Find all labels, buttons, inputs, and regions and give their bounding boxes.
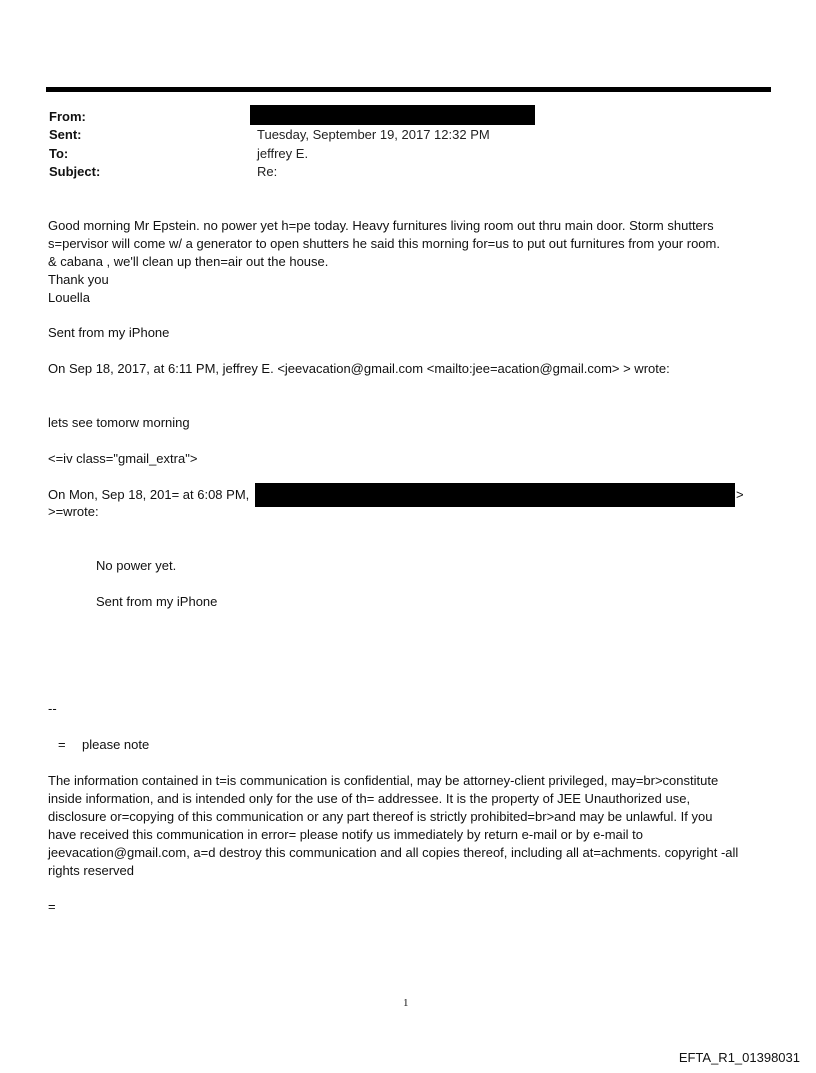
header-top-rule — [46, 87, 771, 92]
disclaimer-line: The information contained in t=is communication is confidential, may be attorney-client privileged, may=br>constitute — [48, 773, 719, 788]
message-line: Louella — [48, 290, 90, 305]
disclaimer-line: jeevacation@gmail.com, a=d destroy this communication and all copies thereof, including all at=achments. copyright -all — [48, 845, 739, 860]
quoted-signature: Sent from my iPhone — [96, 594, 218, 609]
from-label: From: — [49, 109, 86, 124]
sent-label: Sent: — [49, 127, 82, 142]
sent-value: Tuesday, September 19, 2017 12:32 PM — [257, 127, 490, 142]
disclaimer-line: rights reserved — [48, 863, 134, 878]
note-marker: = — [58, 737, 66, 752]
reply-text: lets see tomorw morning — [48, 415, 190, 430]
page-number: 1 — [403, 997, 409, 1009]
to-label: To: — [49, 146, 69, 161]
quoted-header-line2: >=wrote: — [48, 504, 99, 519]
quoted-header-suffix: > — [736, 487, 744, 502]
signature: Sent from my iPhone — [48, 325, 170, 340]
quoted-header-prefix: On Mon, Sep 18, 201= at 6:08 PM, — [48, 487, 250, 502]
disclaimer-line: disclosure or=copying of this communication or any part thereof is strictly prohibited=br>and may be unlawful. If you — [48, 809, 713, 824]
subject-value: Re: — [257, 164, 278, 179]
disclaimer-line: have received this communication in error= please notify us immediately by return e-mail or by e-mail to — [48, 827, 644, 842]
separator: -- — [48, 701, 57, 716]
subject-label: Subject: — [49, 164, 101, 179]
message-line: s=pervisor will come w/ a generator to open shutters he said this morning for=us to put out furnitures from your room. — [48, 236, 720, 251]
from-redaction — [250, 105, 535, 125]
message-line: Thank you — [48, 272, 109, 287]
to-value: jeffrey E. — [257, 146, 309, 161]
note-text: please note — [82, 737, 150, 752]
message-line: & cabana , we'll clean up then=air out the house. — [48, 254, 329, 269]
bates-number: EFTA_R1_01398031 — [678, 1050, 800, 1065]
quoted-sender-redaction — [255, 483, 735, 507]
disclaimer-line: inside information, and is intended only for the use of th= addressee. It is the property of JEE Unauthorized use, — [48, 791, 691, 806]
reply-header: On Sep 18, 2017, at 6:11 PM, jeffrey E. <jeevacation@gmail.com <mailto:jee=acation@gmail.com> > wrote: — [48, 361, 670, 376]
message-line: Good morning Mr Epstein. no power yet h=pe today. Heavy furnitures living room out thru main door. Storm shutters — [48, 218, 714, 233]
trailing-marker: = — [48, 899, 56, 914]
html-fragment: <=iv class="gmail_extra"> — [48, 451, 198, 466]
quoted-message: No power yet. — [96, 558, 177, 573]
